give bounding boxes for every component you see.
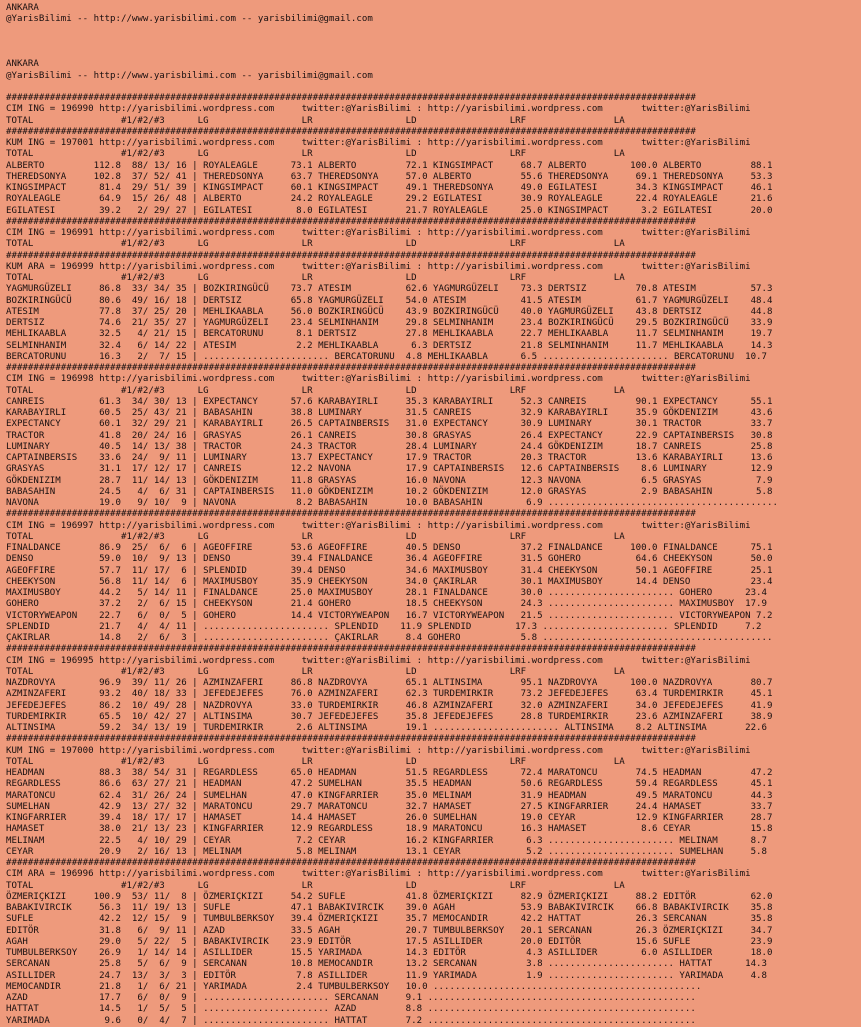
text-line: CAPTAINBERSIS 33.6 24/ 9/ 11 | LUMINARY 13.7 EXPECTANCY 17.9 TRACTOR 20.3 TRACTOR 13.6 KARABAYIRLI 13.6: [6, 453, 773, 463]
text-line: CIM ARA = 196996 http://yarisbilimi.wordpress.com twitter:@YarisBilimi : http://yarisbilimi.wordpress.com twitter:@YarisBilimi: [6, 869, 751, 880]
separator-line: ##############################################################################################################################: [6, 216, 696, 227]
text-line: ALTINSIMA 59.2 34/ 13/ 19 | TURDEMIRKIR 2.6 ALTINSIMA 19.1 ....................... ALTINSIMA 8.2 ALTINSIMA 22.6: [6, 723, 768, 733]
text-line: CIM ING = 196998 http://yarisbilimi.wordpress.com twitter:@YarisBilimi : http://yarisbilimi.wordpress.com twitter:@YarisBilimi: [6, 374, 751, 385]
text-line: SPLENDID 21.7 4/ 4/ 11 | ....................... SPLENDID 11.9 SPLENDID 17.3 ....................... SPLENDID 7.2: [6, 621, 762, 632]
text-line: TURDEMIRKIR 65.5 10/ 42/ 27 | ALTINSIMA 30.7 JEFEDEJEFES 35.8 JEFEDEJEFES 28.8 TURDEMIRKIR 23.6 AZMINZAFERI 38.9: [6, 711, 773, 722]
text-line: AGAH 29.0 5/ 22/ 5 | BABAKIVIRCIK 23.9 EDITÖR 17.5 ASILLIDER 20.0 EDITÖR 15.6 SUFLE 23.9: [6, 936, 773, 947]
text-line: THEREDSONYA 102.8 37/ 52/ 41 | THEREDSONYA 63.7 THEREDSONYA 57.0 ALBERTO 55.6 THEREDSONYA 69.1 THEREDSONYA 53.3: [6, 171, 773, 182]
text-line: SERCANAN 25.8 5/ 6/ 9 | SERCANAN 10.8 MEMOCANDIR 13.2 SERCANAN 3.8 ....................... HATTAT 14.3: [6, 959, 768, 970]
text-line: CIM ING = 196997 http://yarisbilimi.wordpress.com twitter:@YarisBilimi : http://yarisbilimi.wordpress.com twitter:@YarisBilimi: [6, 520, 751, 531]
text-line: ÇAKIRLAR 14.8 2/ 6/ 3 | ....................... ÇAKIRLAR 8.4 GOHERO 5.8 ..........................................: [6, 633, 773, 643]
text-line: TUMBULBERKSOY 26.9 1/ 14/ 14 | ASILLIDER 15.5 YARIMADA 14.3 EDITÖR 4.3 ASILLIDER 6.0 ASILLIDER 18.0: [6, 948, 773, 958]
separator-line: ##############################################################################################################################: [6, 250, 696, 261]
text-line: YARIMADA 9.6 0/ 4/ 7 | ....................... HATTAT 7.2 .................................................: [6, 1015, 696, 1026]
text-line: EXPECTANCY 60.1 32/ 29/ 21 | KARABAYIRLI 26.5 CAPTAINBERSIS 31.0 EXPECTANCY 30.9 LUMINARY 30.1 TRACTOR 33.7: [6, 419, 773, 430]
column-header-line: TOTAL #1/#2/#3 LG LR LD LRF LA: [6, 149, 625, 160]
text-line: CIM ING = 196991 http://yarisbilimi.wordpress.com twitter:@YarisBilimi : http://yarisbilimi.wordpress.com twitter:@YarisBilimi: [6, 228, 751, 238]
text-line: SUFLE 42.2 12/ 15/ 9 | TUMBULBERKSOY 39.4 ÖZMERIÇKIZI 35.7 MEMOCANDIR 42.2 HATTAT 26.3 SERCANAN 35.8: [6, 914, 773, 925]
separator-line: ##############################################################################################################################: [6, 363, 696, 373]
text-line: ASILLIDER 24.7 13/ 3/ 3 | EDITÖR 7.8 ASILLIDER 11.9 YARIMADA 1.9 ....................... YARIMADA 4.8: [6, 970, 768, 981]
text-line: ANKARA: [6, 3, 39, 13]
text-line: HEADMAN 88.3 38/ 54/ 31 | REGARDLESS 65.0 HEADMAN 51.5 REGARDLESS 72.4 MARATONCU 74.5 HEADMAN 47.2: [6, 768, 773, 778]
text-line: ROYALEAGLE 64.9 15/ 26/ 48 | ALBERTO 24.2 ROYALEAGLE 29.2 EGILATESI 30.9 ROYALEAGLE 22.4 ROYALEAGLE 21.6: [6, 194, 773, 205]
text-line: CHEEKYSON 56.8 11/ 14/ 6 | MAXIMUSBOY 35.9 CHEEKYSON 34.0 ÇAKIRLAR 30.1 MAXIMUSBOY 14.4 DENSO 23.4: [6, 576, 773, 587]
text-line: ANKARA: [6, 59, 39, 70]
separator-line: ##############################################################################################################################: [6, 858, 696, 868]
text-line: [6, 26, 861, 37]
text-line: MELINAM 22.5 4/ 10/ 29 | CEYAR 7.2 CEYAR 16.2 KINGFARRIER 6.3 ....................... MELINAM 8.7: [6, 835, 768, 846]
text-line: EGILATESI 39.2 2/ 29/ 27 | EGILATESI 8.0 EGILATESI 21.7 ROYALEAGLE 25.0 KINGSIMPACT 3.2 EGILATESI 20.0: [6, 205, 773, 216]
text-line: DENSO 59.0 10/ 9/ 13 | DENSO 39.4 FINALDANCE 36.4 AGEOFFIRE 31.5 GOHERO 64.6 CHEEKYSON 50.0: [6, 554, 773, 565]
text-line: DERTSIZ 74.6 21/ 35/ 27 | YAGMURGÜZELI 23.4 SELMINHANIM 29.8 SELMINHANIM 23.4 BOZKIRINGÜCÜ 29.5 BOZKIRINGÜCÜ 33.9: [6, 318, 773, 328]
text-line: HATTAT 14.5 1/ 5/ 5 | ....................... AZAD 8.8 .................................................: [6, 1004, 696, 1015]
text-line: TRACTOR 41.8 20/ 24/ 16 | GRASYAS 26.1 CANREIS 30.8 GRASYAS 26.4 EXPECTANCY 22.9 CAPTAINBERSIS 30.8: [6, 430, 773, 441]
column-header-line: TOTAL #1/#2/#3 LG LR LD LRF LA: [6, 239, 625, 250]
text-line: GÖKDENIZIM 28.7 11/ 14/ 13 | GÖKDENIZIM 11.8 GRASYAS 16.0 NAVONA 12.3 NAVONA 6.5 GRASYAS 7.9: [6, 475, 773, 486]
text-line: HAMASET 38.0 21/ 13/ 23 | KINGFARRIER 12.9 REGARDLESS 18.9 MARATONCU 16.3 HAMASET 8.6 CEYAR 15.8: [6, 824, 773, 835]
text-line: VICTORYWEAPON 22.7 6/ 0/ 5 | GOHERO 14.4 VICTORYWEAPON 16.7 VICTORYWEAPON 21.5 ....................... VICTORYWEAPON 7.2: [6, 610, 773, 621]
text-line: NAVONA 19.0 9/ 10/ 9 | NAVONA 8.2 BABASAHIN 10.0 BABASAHIN 6.9 ..........................................: [6, 498, 778, 508]
text-line: KARABAYIRLI 60.5 25/ 43/ 21 | BABASAHIN 38.8 LUMINARY 31.5 CANREIS 32.9 KARABAYIRLI 35.9 GÖKDENIZIM 43.6: [6, 408, 773, 418]
text-line: SUMELHAN 42.9 13/ 27/ 32 | MARATONCU 29.7 MARATONCU 32.7 HAMASET 27.5 KINGFARRIER 24.4 HAMASET 33.7: [6, 801, 773, 812]
text-line: CIM ING = 196990 http://yarisbilimi.wordpress.com twitter:@YarisBilimi : http://yarisbilimi.wordpress.com twitter:@YarisBilimi: [6, 104, 751, 115]
text-line: BOZKIRINGÜCÜ 80.6 49/ 16/ 18 | DERTSIZ 65.8 YAGMURGÜZELI 54.0 ATESIM 41.5 ATESIM 61.7 YAGMURGÜZELI 48.4: [6, 295, 773, 306]
text-line: LUMINARY 40.5 14/ 13/ 38 | TRACTOR 24.3 TRACTOR 28.4 LUMINARY 24.4 GÖKDENIZIM 18.7 CANREIS 25.8: [6, 441, 773, 452]
column-header-line: TOTAL #1/#2/#3 LG LR LD LRF LA: [6, 273, 625, 283]
text-line: CIM ING = 196995 http://yarisbilimi.wordpress.com twitter:@YarisBilimi : http://yarisbilimi.wordpress.com twitter:@YarisBilimi: [6, 655, 751, 666]
text-line: YAGMURGÜZELI 86.8 33/ 34/ 35 | BOZKIRINGÜCÜ 73.7 ATESIM 62.6 YAGMURGÜZELI 73.3 DERTSIZ 70.8 ATESIM 57.3: [6, 284, 773, 295]
column-header-line: TOTAL #1/#2/#3 LG LR LD LRF LA: [6, 756, 625, 767]
column-header-line: TOTAL #1/#2/#3 LG LR LD LRF LA: [6, 531, 625, 542]
text-line: ÖZMERIÇKIZI 100.9 53/ 11/ 8 | ÖZMERIÇKIZI 54.2 SUFLE 41.8 ÖZMERIÇKIZI 82.9 ÖZMERIÇKIZI 88.2 EDITÖR 62.0: [6, 891, 773, 902]
text-line: MAXIMUSBOY 44.2 5/ 14/ 11 | FINALDANCE 25.0 MAXIMUSBOY 28.1 FINALDANCE 30.0 ....................... GOHERO 23.4: [6, 588, 768, 598]
text-line: CEYAR 20.9 2/ 16/ 13 | MELINAM 5.8 MELINAM 13.1 CEYAR 5.2 ....................... SUMELHAN 5.8: [6, 846, 768, 857]
text-line: MEHLIKAABLA 32.5 4/ 21/ 15 | BERCATORUNU 8.1 DERTSIZ 27.8 MEHLIKAABLA 22.7 MEHLIKAABLA 11.7 SELMINHANIM 19.7: [6, 329, 773, 340]
text-line: BABAKIVIRCIK 56.3 11/ 19/ 13 | SUFLE 47.1 BABAKIVIRCIK 39.0 AGAH 53.9 BABAKIVIRCIK 66.8 BABAKIVIRCIK 35.8: [6, 903, 773, 913]
text-line: KUM ING = 197001 http://yarisbilimi.wordpress.com twitter:@YarisBilimi : http://yarisbilimi.wordpress.com twitter:@YarisBilimi: [6, 138, 751, 148]
text-line: GRASYAS 31.1 17/ 12/ 17 | CANREIS 12.2 NAVONA 17.9 CAPTAINBERSIS 12.6 CAPTAINBERSIS 8.6 LUMINARY 12.9: [6, 464, 773, 475]
text-line: [6, 48, 861, 59]
text-line: NAZDROVYA 96.9 39/ 11/ 26 | AZMINZAFERI 86.8 NAZDROVYA 65.1 ALTINSIMA 95.1 NAZDROVYA 100.0 NAZDROVYA 80.7: [6, 678, 773, 688]
text-line: [6, 82, 861, 93]
text-line: JEFEDEJEFES 86.2 10/ 49/ 28 | NAZDROVYA 33.0 TURDEMIRKIR 46.8 AZMINZAFERI 32.0 AZMINZAFERI 34.0 JEFEDEJEFES 41.9: [6, 700, 773, 711]
text-line: BABASAHIN 24.5 4/ 6/ 31 | CAPTAINBERSIS 11.0 GÖKDENIZIM 10.2 GÖKDENIZIM 12.0 GRASYAS 2.9 BABASAHIN 5.8: [6, 486, 773, 497]
text-line: BERCATORUNU 16.3 2/ 7/ 15 | ....................... BERCATORUNU 4.8 MEHLIKAABLA 6.5 ....................... BERCATORUNU 10.7: [6, 351, 768, 362]
text-line: SELMINHANIM 32.4 6/ 14/ 22 | ATESIM 2.2 MEHLIKAABLA 6.3 DERTSIZ 21.8 SELMINHANIM 11.7 MEHLIKAABLA 14.3: [6, 340, 773, 351]
text-line: ALBERTO 112.8 88/ 13/ 16 | ROYALEAGLE 73.1 ALBERTO 72.1 KINGSIMPACT 68.7 ALBERTO 100.0 ALBERTO 88.1: [6, 160, 773, 171]
column-header-line: TOTAL #1/#2/#3 LG LR LD LRF LA: [6, 385, 625, 396]
text-line: [6, 37, 861, 48]
text-line: KINGFARRIER 39.4 18/ 17/ 17 | HAMASET 14.4 HAMASET 26.0 SUMELHAN 19.0 CEYAR 12.9 KINGFARRIER 28.7: [6, 813, 773, 823]
text-line: AZMINZAFERI 93.2 40/ 18/ 33 | JEFEDEJEFES 76.0 AZMINZAFERI 62.3 TURDEMIRKIR 73.2 JEFEDEJEFES 63.4 TURDEMIRKIR 45.1: [6, 689, 773, 700]
text-line: AGEOFFIRE 57.7 11/ 17/ 6 | SPLENDID 39.4 DENSO 34.6 MAXIMUSBOY 31.4 CHEEKYSON 50.1 AGEOFFIRE 25.1: [6, 565, 773, 576]
separator-line: ##############################################################################################################################: [6, 126, 696, 137]
text-line: FINALDANCE 86.9 25/ 6/ 6 | AGEOFFIRE 53.6 AGEOFFIRE 40.5 DENSO 37.2 FINALDANCE 100.0 FINALDANCE 75.1: [6, 543, 773, 553]
text-line: CANREIS 61.3 34/ 30/ 13 | EXPECTANCY 57.6 KARABAYIRLI 35.3 KARABAYIRLI 52.3 CANREIS 90.1 EXPECTANCY 55.1: [6, 396, 773, 407]
text-line: AZAD 17.7 6/ 0/ 9 | ....................... SERCANAN 9.1 .................................................: [6, 993, 696, 1003]
text-line: REGARDLESS 86.6 63/ 27/ 21 | HEADMAN 47.2 SUMELHAN 35.5 HEADMAN 50.6 REGARDLESS 59.4 REGARDLESS 45.1: [6, 779, 773, 790]
text-line: KINGSIMPACT 81.4 29/ 51/ 39 | KINGSIMPACT 60.1 KINGSIMPACT 49.1 THEREDSONYA 49.0 EGILATESI 34.3 KINGSIMPACT 46.1: [6, 183, 773, 193]
column-header-line: TOTAL #1/#2/#3 LG LR LD LRF LA: [6, 115, 625, 126]
text-line: GOHERO 37.2 2/ 6/ 15 | CHEEKYSON 21.4 GOHERO 18.5 CHEEKYSON 24.3 ....................... MAXIMUSBOY 17.9: [6, 599, 768, 610]
separator-line: ##############################################################################################################################: [6, 93, 696, 103]
separator-line: ##############################################################################################################################: [6, 734, 696, 745]
column-header-line: TOTAL #1/#2/#3 LG LR LD LRF LA: [6, 666, 625, 677]
separator-line: ##############################################################################################################################: [6, 509, 696, 520]
separator-line: ##############################################################################################################################: [6, 644, 696, 655]
text-line: MEMOCANDIR 21.8 1/ 6/ 21 | YARIMADA 2.4 TUMBULBERKSOY 10.0 .................................................: [6, 981, 702, 992]
text-line: KUM ING = 197000 http://yarisbilimi.wordpress.com twitter:@YarisBilimi : http://yarisbilimi.wordpress.com twitter:@YarisBilimi: [6, 745, 751, 756]
text-line: MARATONCU 62.4 31/ 26/ 24 | SUMELHAN 47.0 KINGFARRIER 35.0 MELINAM 31.9 HEADMAN 49.5 MARATONCU 44.3: [6, 790, 773, 801]
text-line: ATESIM 77.8 37/ 25/ 20 | MEHLIKAABLA 56.0 BOZKIRINGÜCÜ 43.9 BOZKIRINGÜCÜ 40.0 YAGMURGÜZELI 43.8 DERTSIZ 44.8: [6, 306, 773, 317]
text-line: @YarisBilimi -- http://www.yarisbilimi.com -- yarisbilimi@gmail.com: [6, 70, 373, 81]
text-line: @YarisBilimi -- http://www.yarisbilimi.com -- yarisbilimi@gmail.com: [6, 14, 373, 25]
column-header-line: TOTAL #1/#2/#3 LG LR LD LRF LA: [6, 880, 625, 891]
text-line: KUM ARA = 196999 http://yarisbilimi.wordpress.com twitter:@YarisBilimi : http://yarisbilimi.wordpress.com twitter:@YarisBilimi: [6, 261, 751, 272]
text-line: EDITÖR 31.8 6/ 9/ 11 | AZAD 33.5 AGAH 20.7 TUMBULBERKSOY 20.1 SERCANAN 26.3 ÖZMERIÇKIZI 34.7: [6, 925, 773, 936]
